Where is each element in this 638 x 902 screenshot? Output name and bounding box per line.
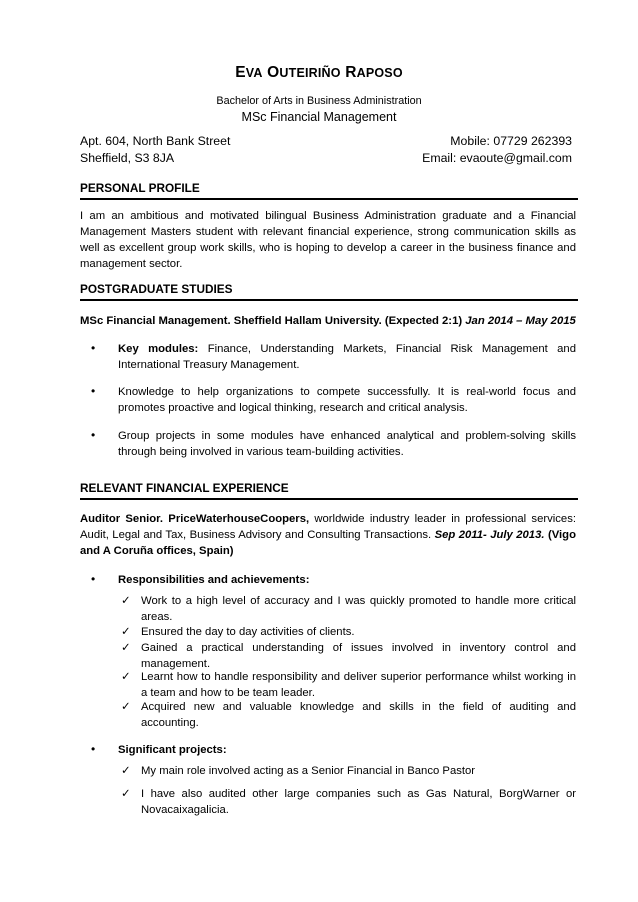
role-title: Auditor Senior. PriceWaterhouseCoopers, [80,513,310,525]
resp-item: Gained a practical understanding of issues involved in inventory control and management. [141,642,576,670]
postgrad-title-bold: MSc Financial Management. Sheffield Hallam University. (Expected 2:1) [80,315,463,327]
name-last-initial: R [345,64,357,81]
checkmark-icon: ✓ [121,671,131,683]
candidate-name [0,64,638,82]
contact-line-2 [80,151,572,165]
projects-label-text: Significant projects: [118,744,227,756]
section-heading-experience: RELEVANT FINANCIAL EXPERIENCE [80,481,578,500]
section-heading-postgrad: POSTGRADUATE STUDIES [80,282,578,301]
name-first-initial: E [235,64,246,81]
projects-label [118,742,576,758]
degree-ba: Bachelor of Arts in Business Administration [216,95,422,107]
mobile-number: Mobile: 07729 262393 [450,134,572,148]
name-last-rest: APOSO [356,66,403,80]
bullet-icon: • [91,341,96,355]
address-line-2: Sheffield, S3 8JA [80,151,175,165]
checkmark-icon: ✓ [121,701,131,713]
section-heading-profile: PERSONAL PROFILE [80,181,578,200]
resp-item: Ensured the day to day activities of clients. [141,626,355,638]
postgrad-bullet-knowledge: Knowledge to help organizations to compete successfully. It is real-world focus and promotes proactive and logical thinking, research and critical analysis. [118,386,576,414]
degree-msc: MSc Financial Management [241,110,397,124]
experience-role [80,511,576,559]
postgrad-bullet-modules [118,341,576,373]
bullet-icon: • [91,428,96,442]
resp-item: Learnt how to handle responsibility and deliver superior performance whilst working in a team and how to be team leader. [141,671,576,699]
checkmark-icon: ✓ [121,788,131,800]
resp-item: Acquired new and valuable knowledge and skills in the field of auditing and accounting. [141,701,576,729]
bullet-icon: • [91,384,96,398]
resp-item: Work to a high level of accuracy and I was quickly promoted to handle more critical areas. [141,595,576,623]
role-description: worldwide industry leader in professional services: Audit, Legal and Tax, Business Advisory and Consulting Transactions. [80,513,576,541]
postgrad-bullet-projects: Group projects in some modules have enhanced analytical and problem-solving skills through being involved in various team-building activities. [118,430,576,458]
postgrad-title [80,313,576,329]
profile-text: I am an ambitious and motivated bilingual Business Administration graduate and a Financial Management Masters student with relevant financial experience, strong communication skills as well as excellent group work skills, who is hoping to develop a career in the business finance and management sector. [80,210,576,270]
name-middle-initial: O [267,64,280,81]
project-item: My main role involved acting as a Senior Financial in Banco Pastor [141,765,476,777]
address-line-1: Apt. 604, North Bank Street [80,134,231,148]
postgrad-dates: Jan 2014 – May 2015 [465,315,576,327]
checkmark-icon: ✓ [121,642,131,654]
role-dates: Sep 2011- July 2013. [434,529,545,541]
bullet-icon: • [91,572,96,586]
checkmark-icon: ✓ [121,626,131,638]
project-item: I have also audited other large companies such as Gas Natural, BorgWarner or Novacaixagalicia. [141,788,576,816]
email-address: Email: evaoute@gmail.com [422,151,572,165]
responsibilities-label [118,572,576,588]
name-middle-rest: UTEIRIÑO [279,66,341,80]
name-first-rest: VA [245,66,263,80]
checkmark-icon: ✓ [121,595,131,607]
checkmark-icon: ✓ [121,765,131,777]
responsibilities-label-text: Responsibilities and achievements: [118,574,310,586]
contact-line-1 [80,134,572,148]
modules-label: Key modules: [118,343,199,355]
modules-text: Finance, Understanding Markets, Financial Risk Management and International Treasury Management. [118,343,576,371]
role-location: (Vigo and A Coruña offices, Spain) [80,529,576,557]
bullet-icon: • [91,742,96,756]
